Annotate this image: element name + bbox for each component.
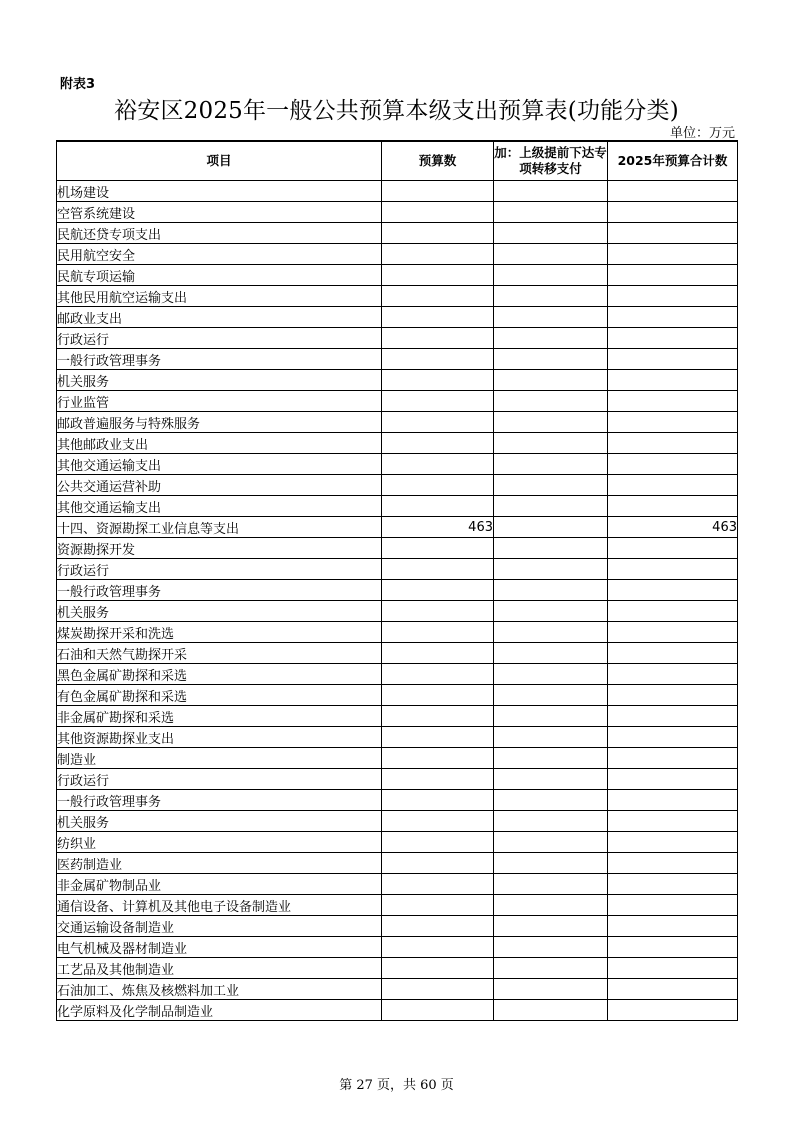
row-transfer-value (494, 727, 608, 748)
table-row (57, 307, 738, 328)
row-total-value (608, 412, 738, 433)
row-total-value (608, 349, 738, 370)
row-budget-value (382, 958, 494, 979)
row-item-name: 石油和天然气勘探开采 (57, 643, 382, 664)
row-item-name: 通信设备、计算机及其他电子设备制造业 (57, 895, 382, 916)
row-budget-value (382, 853, 494, 874)
row-item-name: 行政运行 (57, 769, 382, 790)
row-item-name: 石油加工、炼焦及核燃料加工业 (57, 979, 382, 1000)
row-budget-value (382, 811, 494, 832)
row-item-name: 邮政普遍服务与特殊服务 (57, 412, 382, 433)
row-total-value (608, 622, 738, 643)
row-item-name: 黑色金属矿勘探和采选 (57, 664, 382, 685)
row-item-name: 行业监管 (57, 391, 382, 412)
row-budget-value (382, 748, 494, 769)
table-row (57, 349, 738, 370)
row-total-value (608, 895, 738, 916)
table-row (57, 517, 738, 538)
row-budget-value (382, 601, 494, 622)
table-row (57, 475, 738, 496)
row-budget-value (382, 895, 494, 916)
row-total-value (608, 181, 738, 202)
row-budget-value (382, 244, 494, 265)
row-total-value (608, 601, 738, 622)
row-total-value (608, 874, 738, 895)
row-transfer-value (494, 1000, 608, 1021)
row-total-value (608, 496, 738, 517)
row-transfer-value (494, 349, 608, 370)
row-transfer-value (494, 937, 608, 958)
row-total-value (608, 706, 738, 727)
table-row (57, 601, 738, 622)
row-transfer-value (494, 916, 608, 937)
row-budget-value: 463 (382, 517, 494, 538)
row-transfer-value (494, 244, 608, 265)
row-item-name: 化学原料及化学制品制造业 (57, 1000, 382, 1021)
table-row (57, 664, 738, 685)
row-item-name: 制造业 (57, 748, 382, 769)
row-budget-value (382, 538, 494, 559)
row-budget-value (382, 1000, 494, 1021)
row-budget-value (382, 391, 494, 412)
row-transfer-value (494, 475, 608, 496)
row-total-value (608, 769, 738, 790)
row-transfer-value (494, 895, 608, 916)
row-total-value (608, 454, 738, 475)
table-row (57, 328, 738, 349)
row-transfer-value (494, 517, 608, 538)
row-total-value (608, 475, 738, 496)
row-item-name: 一般行政管理事务 (57, 790, 382, 811)
row-budget-value (382, 979, 494, 1000)
row-budget-value (382, 664, 494, 685)
row-total-value (608, 202, 738, 223)
row-total-value (608, 979, 738, 1000)
row-transfer-value (494, 580, 608, 601)
row-item-name: 煤炭勘探开采和洗选 (57, 622, 382, 643)
row-transfer-value (494, 181, 608, 202)
attachment-label: 附表3 (60, 77, 96, 92)
row-item-name: 民航专项运输 (57, 265, 382, 286)
row-item-name: 其他资源勘探业支出 (57, 727, 382, 748)
row-budget-value (382, 223, 494, 244)
row-transfer-value (494, 790, 608, 811)
row-transfer-value (494, 706, 608, 727)
table-row (57, 832, 738, 853)
table-row (57, 559, 738, 580)
table-row (57, 685, 738, 706)
row-transfer-value (494, 748, 608, 769)
row-item-name: 其他交通运输支出 (57, 454, 382, 475)
row-budget-value (382, 496, 494, 517)
row-total-value (608, 916, 738, 937)
row-transfer-value (494, 223, 608, 244)
table-row (57, 391, 738, 412)
row-budget-value (382, 265, 494, 286)
row-transfer-value (494, 832, 608, 853)
table-row (57, 979, 738, 1000)
row-total-value (608, 559, 738, 580)
table-row (57, 433, 738, 454)
row-transfer-value (494, 622, 608, 643)
row-budget-value (382, 475, 494, 496)
row-transfer-value (494, 643, 608, 664)
page-footer: 第 27 页，共 60 页 (339, 1078, 454, 1093)
table-row (57, 811, 738, 832)
row-transfer-value (494, 202, 608, 223)
row-item-name: 其他民用航空运输支出 (57, 286, 382, 307)
row-item-name: 机关服务 (57, 601, 382, 622)
row-total-value (608, 643, 738, 664)
table-row (57, 916, 738, 937)
row-transfer-value (494, 811, 608, 832)
table-row (57, 748, 738, 769)
row-transfer-value (494, 286, 608, 307)
row-budget-value (382, 307, 494, 328)
row-transfer-value (494, 391, 608, 412)
row-budget-value (382, 202, 494, 223)
row-item-name: 机场建设 (57, 181, 382, 202)
row-total-value (608, 370, 738, 391)
row-total-value (608, 391, 738, 412)
row-transfer-value (494, 370, 608, 391)
row-item-name: 一般行政管理事务 (57, 349, 382, 370)
row-total-value (608, 811, 738, 832)
row-total-value (608, 538, 738, 559)
row-total-value (608, 832, 738, 853)
row-budget-value (382, 433, 494, 454)
row-item-name: 公共交通运营补助 (57, 475, 382, 496)
row-item-name: 行政运行 (57, 328, 382, 349)
row-total-value (608, 286, 738, 307)
table-header (57, 141, 738, 181)
row-total-value (608, 790, 738, 811)
row-budget-value (382, 727, 494, 748)
row-budget-value (382, 832, 494, 853)
row-total-value (608, 853, 738, 874)
row-item-name: 非金属矿物制品业 (57, 874, 382, 895)
table-row (57, 538, 738, 559)
table-row (57, 370, 738, 391)
table-row (57, 895, 738, 916)
row-item-name: 一般行政管理事务 (57, 580, 382, 601)
table-row (57, 244, 738, 265)
row-total-value (608, 223, 738, 244)
row-item-name: 医药制造业 (57, 853, 382, 874)
row-item-name: 有色金属矿勘探和采选 (57, 685, 382, 706)
row-transfer-value (494, 559, 608, 580)
row-total-value (608, 958, 738, 979)
row-transfer-value (494, 412, 608, 433)
row-transfer-value (494, 496, 608, 517)
row-budget-value (382, 916, 494, 937)
row-item-name: 其他邮政业支出 (57, 433, 382, 454)
row-budget-value (382, 454, 494, 475)
row-transfer-value (494, 853, 608, 874)
row-total-value (608, 433, 738, 454)
row-budget-value (382, 286, 494, 307)
row-total-value: 463 (608, 517, 738, 538)
table-body (57, 181, 738, 1021)
row-budget-value (382, 412, 494, 433)
row-budget-value (382, 706, 494, 727)
table-row (57, 706, 738, 727)
row-transfer-value (494, 874, 608, 895)
row-total-value (608, 580, 738, 601)
row-item-name: 行政运行 (57, 559, 382, 580)
table-row (57, 580, 738, 601)
row-budget-value (382, 685, 494, 706)
budget-table (56, 140, 738, 1021)
table-row (57, 958, 738, 979)
row-item-name: 其他交通运输支出 (57, 496, 382, 517)
row-item-name: 非金属矿勘探和采选 (57, 706, 382, 727)
row-transfer-value (494, 307, 608, 328)
column-header-item: 项目 (57, 141, 382, 181)
table-row (57, 202, 738, 223)
column-header-total: 2025年预算合计数 (608, 141, 738, 181)
row-total-value (608, 328, 738, 349)
row-total-value (608, 937, 738, 958)
table-row (57, 223, 738, 244)
row-budget-value (382, 769, 494, 790)
table-row (57, 1000, 738, 1021)
row-transfer-value (494, 601, 608, 622)
row-total-value (608, 1000, 738, 1021)
row-item-name: 工艺品及其他制造业 (57, 958, 382, 979)
row-total-value (608, 244, 738, 265)
row-budget-value (382, 937, 494, 958)
row-budget-value (382, 328, 494, 349)
row-transfer-value (494, 454, 608, 475)
row-item-name: 纺织业 (57, 832, 382, 853)
row-item-name: 电气机械及器材制造业 (57, 937, 382, 958)
unit-label: 单位：万元 (669, 126, 735, 141)
table-row (57, 181, 738, 202)
row-transfer-value (494, 769, 608, 790)
table-row (57, 853, 738, 874)
row-item-name: 邮政业支出 (57, 307, 382, 328)
column-header-transfer: 加：上级提前下达专项转移支付 (494, 141, 608, 181)
row-budget-value (382, 181, 494, 202)
row-budget-value (382, 370, 494, 391)
column-header-budget: 预算数 (382, 141, 494, 181)
table-row (57, 286, 738, 307)
table-row (57, 454, 738, 475)
row-budget-value (382, 580, 494, 601)
row-transfer-value (494, 265, 608, 286)
row-transfer-value (494, 685, 608, 706)
table-row (57, 769, 738, 790)
row-total-value (608, 307, 738, 328)
row-item-name: 机关服务 (57, 370, 382, 391)
row-total-value (608, 727, 738, 748)
row-transfer-value (494, 664, 608, 685)
table-row (57, 727, 738, 748)
row-budget-value (382, 622, 494, 643)
row-item-name: 资源勘探开发 (57, 538, 382, 559)
row-transfer-value (494, 979, 608, 1000)
page-title: 裕安区2025年一般公共预算本级支出预算表(功能分类) (114, 98, 679, 124)
row-budget-value (382, 349, 494, 370)
table-row (57, 622, 738, 643)
row-total-value (608, 748, 738, 769)
row-budget-value (382, 559, 494, 580)
table-row (57, 412, 738, 433)
row-transfer-value (494, 958, 608, 979)
row-item-name: 民用航空安全 (57, 244, 382, 265)
table-row (57, 790, 738, 811)
row-transfer-value (494, 538, 608, 559)
table-row (57, 265, 738, 286)
table-row (57, 643, 738, 664)
row-budget-value (382, 790, 494, 811)
row-total-value (608, 265, 738, 286)
table-row (57, 496, 738, 517)
row-budget-value (382, 643, 494, 664)
row-budget-value (382, 874, 494, 895)
row-transfer-value (494, 328, 608, 349)
row-total-value (608, 664, 738, 685)
row-transfer-value (494, 433, 608, 454)
table-row (57, 874, 738, 895)
row-item-name: 交通运输设备制造业 (57, 916, 382, 937)
table-row (57, 937, 738, 958)
row-item-name: 民航还贷专项支出 (57, 223, 382, 244)
row-item-name: 空管系统建设 (57, 202, 382, 223)
row-item-name: 机关服务 (57, 811, 382, 832)
row-total-value (608, 685, 738, 706)
row-item-name: 十四、资源勘探工业信息等支出 (57, 517, 382, 538)
